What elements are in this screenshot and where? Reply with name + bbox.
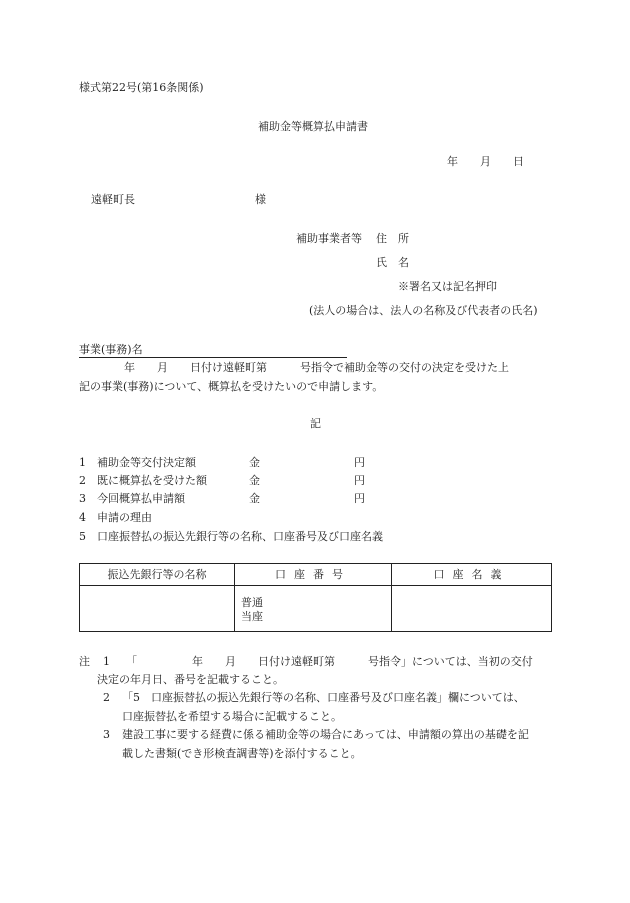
note-1-line-2: 決定の年月日、番号を記載すること。 — [97, 673, 284, 686]
note-2-line-2: 口座振替払を希望する場合に記載すること。 — [122, 710, 342, 723]
project-name-label: 事業(事務)名 — [79, 343, 143, 356]
form-number: 様式第22号(第16条関係) — [79, 81, 204, 94]
ki-heading: 記 — [310, 417, 321, 430]
account-number-cell — [235, 586, 392, 632]
address-label: 住 所 — [376, 232, 409, 245]
bank-account-table — [79, 563, 552, 632]
applicant-label: 補助事業者等 — [296, 232, 362, 245]
account-type-current: 当座 — [241, 610, 263, 623]
bank-name-header: 振込先銀行等の名称 — [80, 564, 235, 586]
account-type-ordinary: 普通 — [241, 596, 263, 609]
body-line-2: 記の事業(事務)について、概算払を受けたいので申請します。 — [79, 380, 384, 393]
date-line: 年 月 日 — [447, 155, 524, 168]
corporation-note: (法人の場合は、法人の名称及び代表者の氏名) — [309, 304, 538, 317]
body-line-1: 年 月 日付け遠軽町第 号指令で補助金等の交付の決定を受けた上 — [124, 361, 509, 374]
bank-name-cell — [80, 586, 235, 632]
account-holder-cell — [392, 586, 552, 632]
table-header-row — [80, 564, 552, 586]
name-label: 氏 名 — [376, 256, 409, 269]
note-2-number: 2 — [103, 691, 110, 704]
account-holder-header: 口座名義 — [392, 564, 552, 586]
note-3-line-2: 載した書類(でき形検査調書等)を添付すること。 — [122, 747, 362, 760]
project-name-field — [79, 343, 347, 358]
account-number-header: 口座番号 — [235, 564, 392, 586]
sign-note: ※署名又は記名押印 — [398, 280, 497, 293]
document-title: 補助金等概算払申請書 — [258, 120, 368, 133]
addressee-suffix: 様 — [255, 193, 266, 206]
notes-prefix: 注 — [79, 655, 90, 668]
table-row — [80, 586, 552, 632]
note-3-line-1: 建設工事に要する経費に係る補助金等の場合にあっては、申請額の算出の基礎を記 — [122, 728, 529, 741]
addressee: 遠軽町長 — [91, 193, 135, 206]
note-1-line-1: 「 年 月 日付け遠軽町第 号指令」については、当初の交付 — [126, 655, 533, 668]
note-1-number: 1 — [103, 655, 110, 668]
note-3-number: 3 — [103, 728, 110, 741]
note-2-line-1: 「5 口座振替払の振込先銀行等の名称、口座番号及び口座名義」欄については、 — [122, 691, 525, 704]
